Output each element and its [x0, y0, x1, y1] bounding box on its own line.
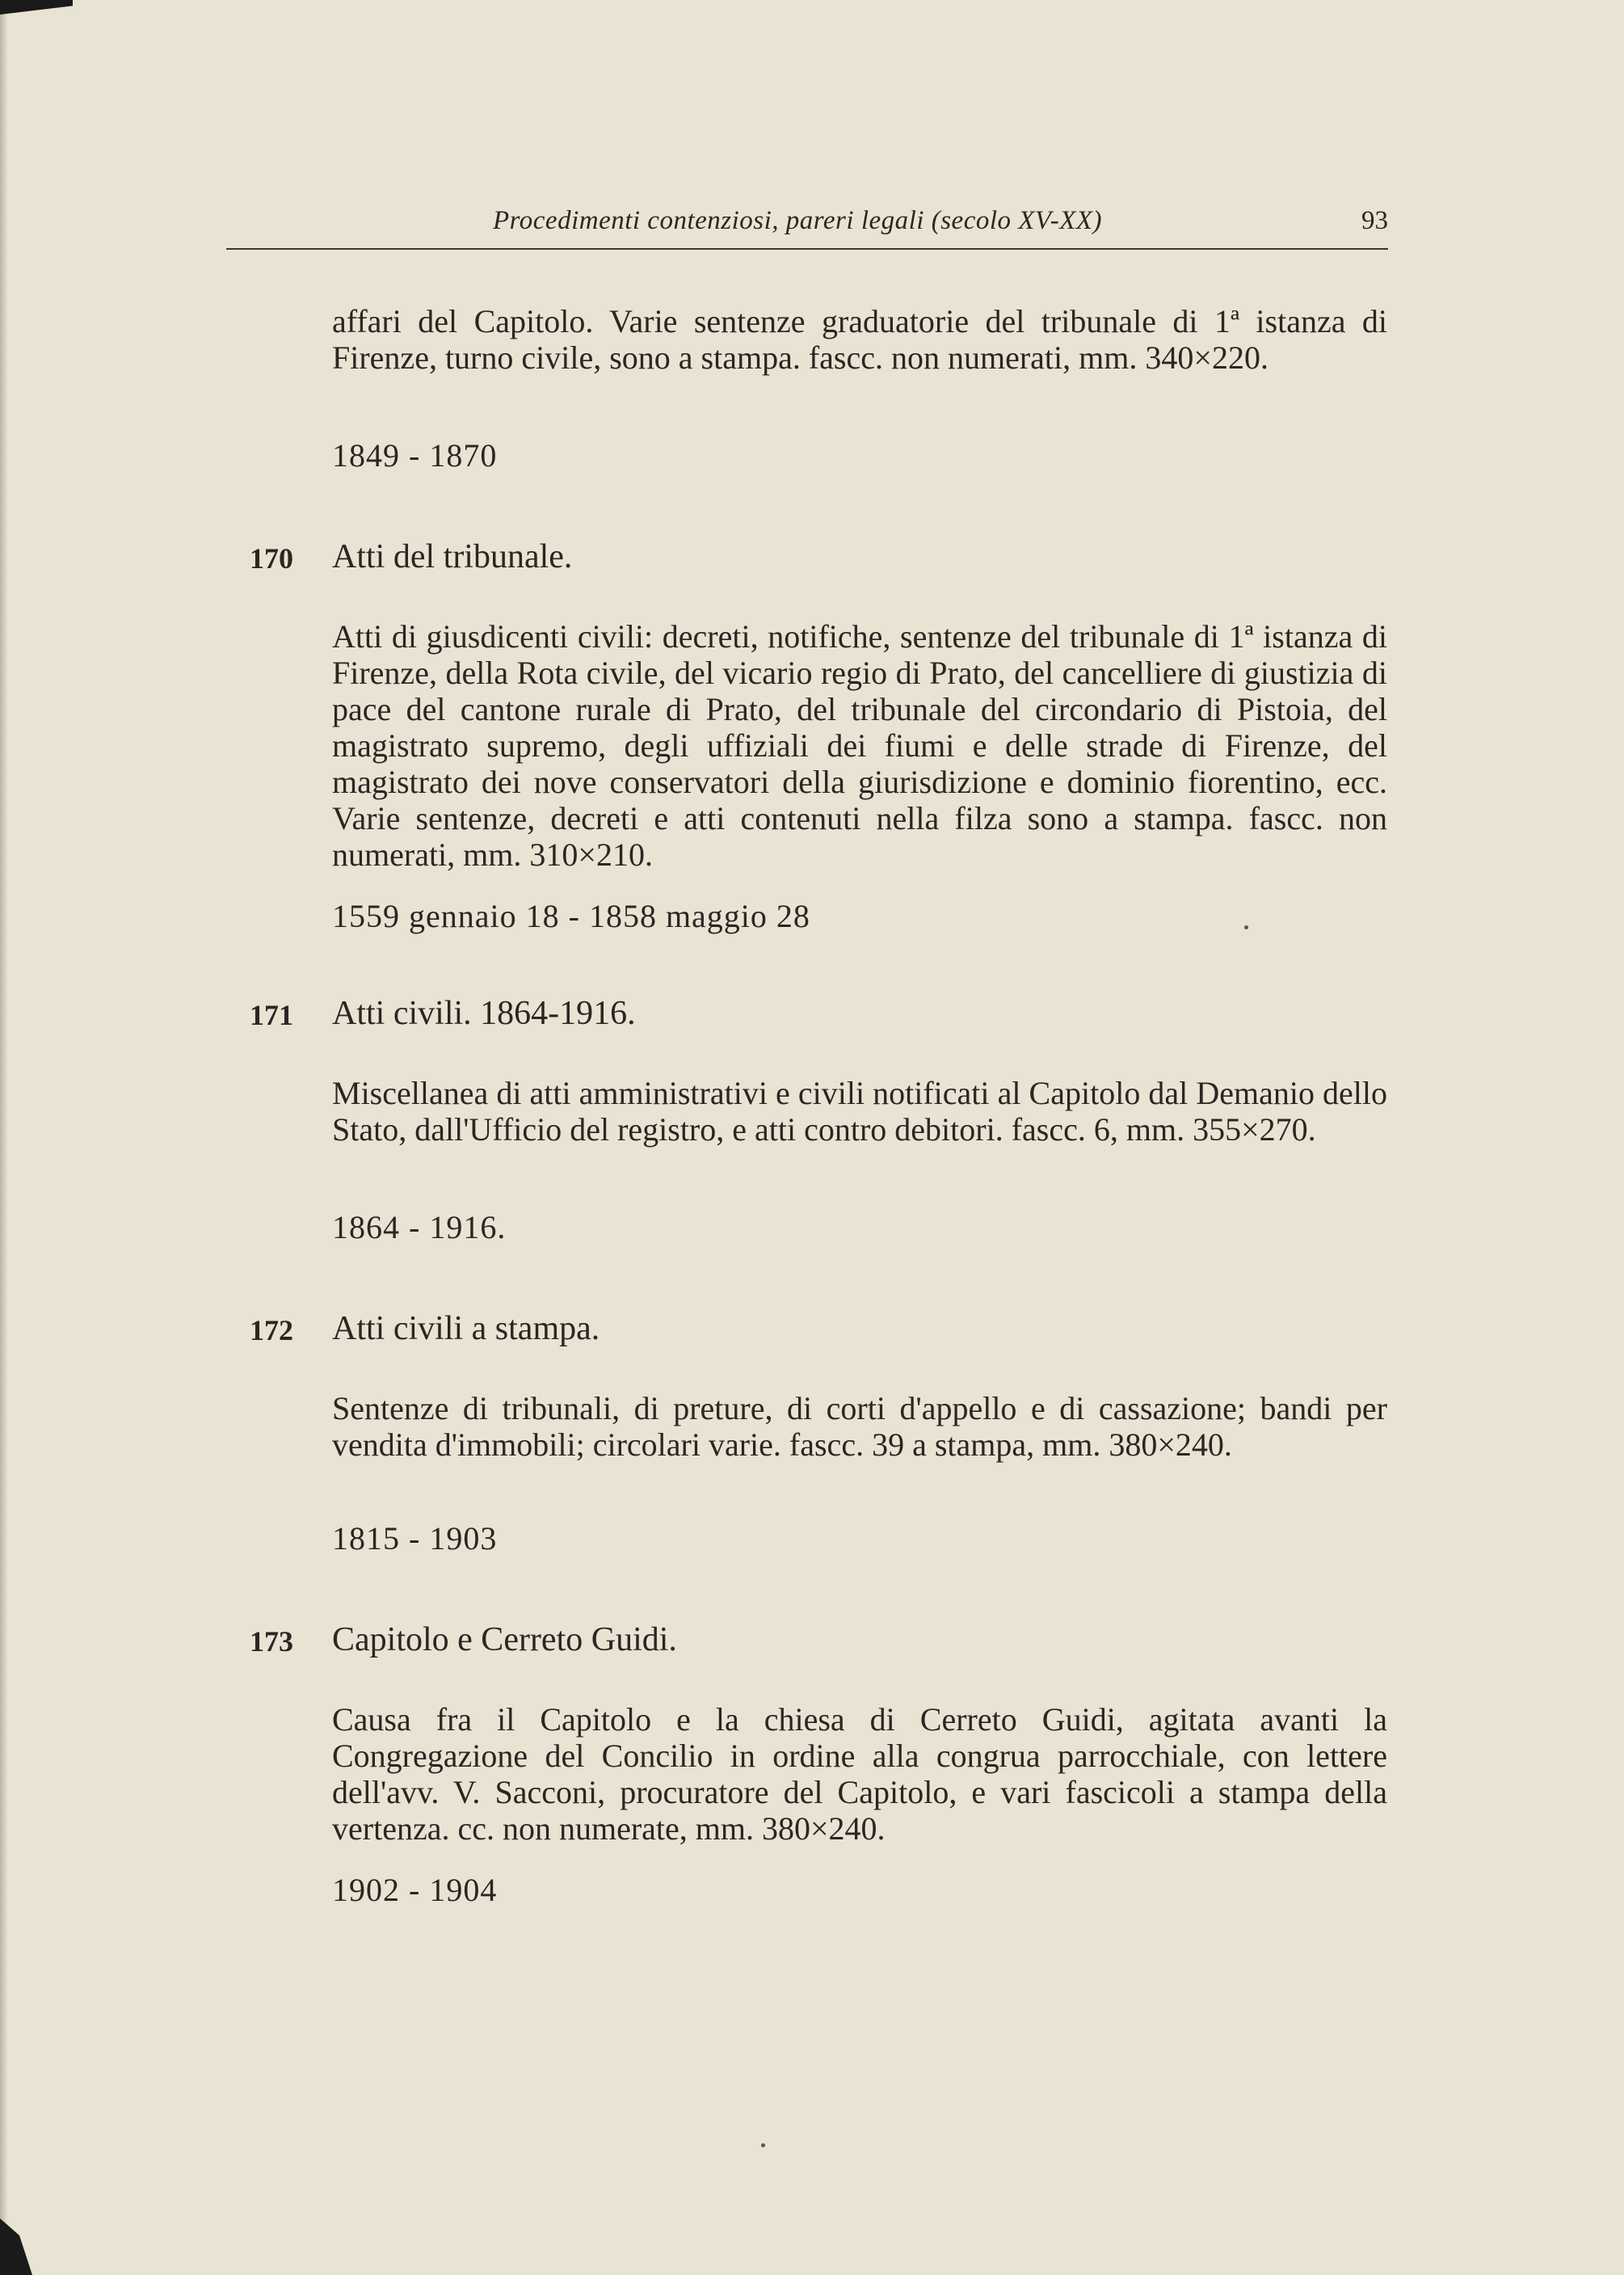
entry-title: Atti del tribunale.	[332, 538, 573, 575]
page-number: 93	[1361, 206, 1388, 235]
page-header	[226, 206, 1388, 250]
continuation-date: 1849 - 1870	[332, 437, 498, 474]
entry-number: 173	[250, 1625, 293, 1658]
entry-number: 170	[250, 542, 293, 575]
entry-title: Atti civili. 1864-1916.	[332, 995, 636, 1032]
paper-speck	[1244, 925, 1248, 929]
entry-description: Miscellanea di atti amministrativi e civili notificati al Capitolo dal Demanio dello Stato, dall'Ufficio del registro, e atti contro debitori. fascc. 6, mm. 355×270.	[332, 1075, 1387, 1148]
entry-number: 171	[250, 999, 293, 1031]
running-title: Procedimenti contenziosi, pareri legali (secolo XV-XX)	[493, 206, 1103, 235]
entry-number: 172	[250, 1314, 293, 1346]
entry-description: Causa fra il Capitolo e la chiesa di Cerreto Guidi, agitata avanti la Congregazione del Concilio in ordine alla congrua parrocchiale, con lettere dell'avv. V. Sacconi, procuratore del Capitolo, e vari fascicoli a stampa della vertenza. cc. non numerate, mm. 380×240.	[332, 1701, 1387, 1847]
entry-title: Capitolo e Cerreto Guidi.	[332, 1621, 677, 1658]
continuation-text: affari del Capitolo. Varie sentenze graduatorie del tribunale di 1ª istanza di Firenze, turno civile, sono a stampa. fascc. non numerati, mm. 340×220.	[332, 303, 1387, 376]
entry-title: Atti civili a stampa.	[332, 1310, 600, 1347]
scan-corner-mark	[0, 2218, 32, 2275]
scan-corner-mark	[0, 0, 73, 15]
paper-speck	[761, 2143, 765, 2147]
entry-date: 1559 gennaio 18 - 1858 maggio 28	[332, 898, 810, 934]
entry-date: 1864 - 1916.	[332, 1209, 507, 1245]
page-edge	[0, 0, 8, 2275]
entry-description: Atti di giusdicenti civili: decreti, notifiche, sentenze del tribunale di 1ª istanza di Firenze, della Rota civile, del vicario regio di Prato, del cancelliere di giustizia di pace del cantone rurale di Prato, del tribunale del circondario di Pistoia, del magistrato supremo, degli uffiziali dei fiumi e delle strade di Firenze, del magistrato dei nove conservatori della giurisdizione e dominio fiorentino, ecc. Varie sentenze, decreti e atti contenuti nella filza sono a stampa. fascc. non numerati, mm. 310×210.	[332, 618, 1387, 873]
entry-date: 1902 - 1904	[332, 1872, 498, 1908]
entry-date: 1815 - 1903	[332, 1520, 498, 1557]
entry-description: Sentenze di tribunali, di preture, di corti d'appello e di cassazione; bandi per vendita d'immobili; circolari varie. fascc. 39 a stampa, mm. 380×240.	[332, 1390, 1387, 1463]
